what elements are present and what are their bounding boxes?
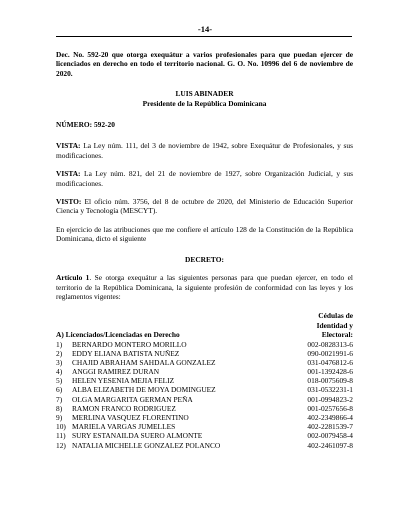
row-number: 6) xyxy=(56,385,63,395)
row-name: SURY ESTANAILDA SUERO ALMONTE xyxy=(72,431,203,441)
vista-text: La Ley núm. 111, del 3 de noviembre de 1942, sobre Exequátur de Profesionales, y sus modificaciones. xyxy=(56,141,353,160)
row-id: 001-0994823-2 xyxy=(307,394,353,404)
row-id: 031-0476812-6 xyxy=(307,357,353,367)
row-name: NATALIA MICHELLE GONZALEZ POLANCO xyxy=(72,440,221,450)
visto-text: El oficio núm. 3756, del 8 de octubre de 2020, del Ministerio de Educación Superior Ciencia y Tecnología (MESCYT). xyxy=(56,197,353,216)
row-left xyxy=(56,431,202,440)
row-left xyxy=(56,385,216,394)
vista-text: La Ley núm. 821, del 21 de noviembre de 1927, sobre Organización Judicial, y sus modificaciones. xyxy=(56,169,353,188)
row-name: OLGA MARGARITA GERMAN PEÑA xyxy=(72,394,193,404)
row-left xyxy=(56,404,176,413)
row-name: RAMON FRANCO RODRIGUEZ xyxy=(72,403,176,413)
signer-title: Presidente de la República Dominicana xyxy=(142,98,267,108)
licensee-table xyxy=(56,311,353,449)
row-number: 10) xyxy=(56,422,66,432)
row-name: EDDY ELIANA BATISTA NUÑEZ xyxy=(72,348,180,358)
row-left xyxy=(56,367,159,376)
row-id: 001-0257656-8 xyxy=(307,403,353,413)
table-row xyxy=(56,431,353,440)
table-rows xyxy=(56,340,353,450)
row-number: 5) xyxy=(56,376,63,386)
header-rule xyxy=(56,36,352,37)
visto-label: VISTO: xyxy=(56,197,82,207)
row-id: 031-0532231-1 xyxy=(307,385,353,395)
row-left xyxy=(56,349,179,358)
visto-3 xyxy=(56,197,353,216)
table-row xyxy=(56,349,353,358)
row-left xyxy=(56,340,187,349)
row-number: 3) xyxy=(56,357,63,367)
row-left xyxy=(56,441,220,450)
row-id: 002-0828313-6 xyxy=(307,339,353,349)
row-number: 9) xyxy=(56,413,63,423)
decreto-heading: DECRETO: xyxy=(185,254,224,264)
row-number: 7) xyxy=(56,394,63,404)
vista-label: VISTA: xyxy=(56,141,81,151)
table-row xyxy=(56,395,353,404)
table-right-header: Cédulas de Identidad y Electoral: xyxy=(316,311,353,340)
table-header xyxy=(56,311,353,339)
decree-number: NÚMERO: 592-20 xyxy=(56,120,115,130)
signer-block xyxy=(56,89,353,108)
article-1 xyxy=(56,273,353,301)
row-name: BERNARDO MONTERO MORILLO xyxy=(72,339,187,349)
row-id: 402-2281539-7 xyxy=(307,422,353,432)
row-name: MARIELA VARGAS JUMELLES xyxy=(72,422,176,432)
row-name: CHAJID ABRAHAM SAHDALA GONZALEZ xyxy=(72,357,216,367)
row-number: 4) xyxy=(56,367,63,377)
row-number: 1) xyxy=(56,339,63,349)
vista-1 xyxy=(56,141,353,160)
table-row xyxy=(56,385,353,394)
row-number: 2) xyxy=(56,348,63,358)
document-body xyxy=(56,50,353,450)
row-id: 002-0079458-4 xyxy=(307,431,353,441)
article-text: . Se otorga exequátur a las siguientes personas para que puedan ejercer, en todo el territorio de la República Dominicana, la siguiente profesión de conformidad con las leyes y los reglamentos vigentes: xyxy=(56,273,353,301)
decree-summary: Dec. No. 592-20 que otorga exequátur a varios profesionales para que puedan ejercer de licenciados en derecho en todo el territorio nacional. G. O. No. 10996 del 6 de noviembre de 2020. xyxy=(56,50,353,78)
table-row xyxy=(56,441,353,450)
row-id: 090-0021991-6 xyxy=(307,348,353,358)
table-row xyxy=(56,376,353,385)
vista-2 xyxy=(56,169,353,188)
article-label: Artículo 1 xyxy=(56,273,90,283)
table-row xyxy=(56,404,353,413)
table-row xyxy=(56,367,353,376)
row-left xyxy=(56,422,175,431)
row-number: 8) xyxy=(56,403,63,413)
page-number: -14- xyxy=(197,24,213,34)
row-number: 11) xyxy=(56,431,66,441)
preamble: En ejercicio de las atribuciones que me confiere el artículo 128 de la Constitución de la República Dominicana, dicto el siguiente xyxy=(56,224,353,244)
table-row xyxy=(56,340,353,349)
table-row xyxy=(56,358,353,367)
row-left xyxy=(56,358,216,367)
row-name: ANGGI RAMIREZ DURAN xyxy=(72,367,160,377)
row-name: ALBA ELIZABETH DE MOYA DOMINGUEZ xyxy=(72,385,216,395)
row-left xyxy=(56,395,193,404)
signer-name: LUIS ABINADER xyxy=(175,89,234,99)
row-id: 402-2461097-8 xyxy=(307,440,353,450)
row-id: 018-0075609-8 xyxy=(307,376,353,386)
row-left xyxy=(56,376,174,385)
table-left-header: A) Licenciados/Licenciadas en Derecho xyxy=(56,330,180,340)
row-name: HELEN YESENIA MEJIA FELIZ xyxy=(72,376,175,386)
row-number: 12) xyxy=(56,440,66,450)
table-row xyxy=(56,413,353,422)
row-id: 402-2349866-4 xyxy=(307,413,353,423)
row-id: 001-1392428-6 xyxy=(307,367,353,377)
vista-label: VISTA: xyxy=(56,169,81,179)
table-row xyxy=(56,422,353,431)
row-name: MERLINA VASQUEZ FLORENTINO xyxy=(72,413,189,423)
row-left xyxy=(56,413,189,422)
